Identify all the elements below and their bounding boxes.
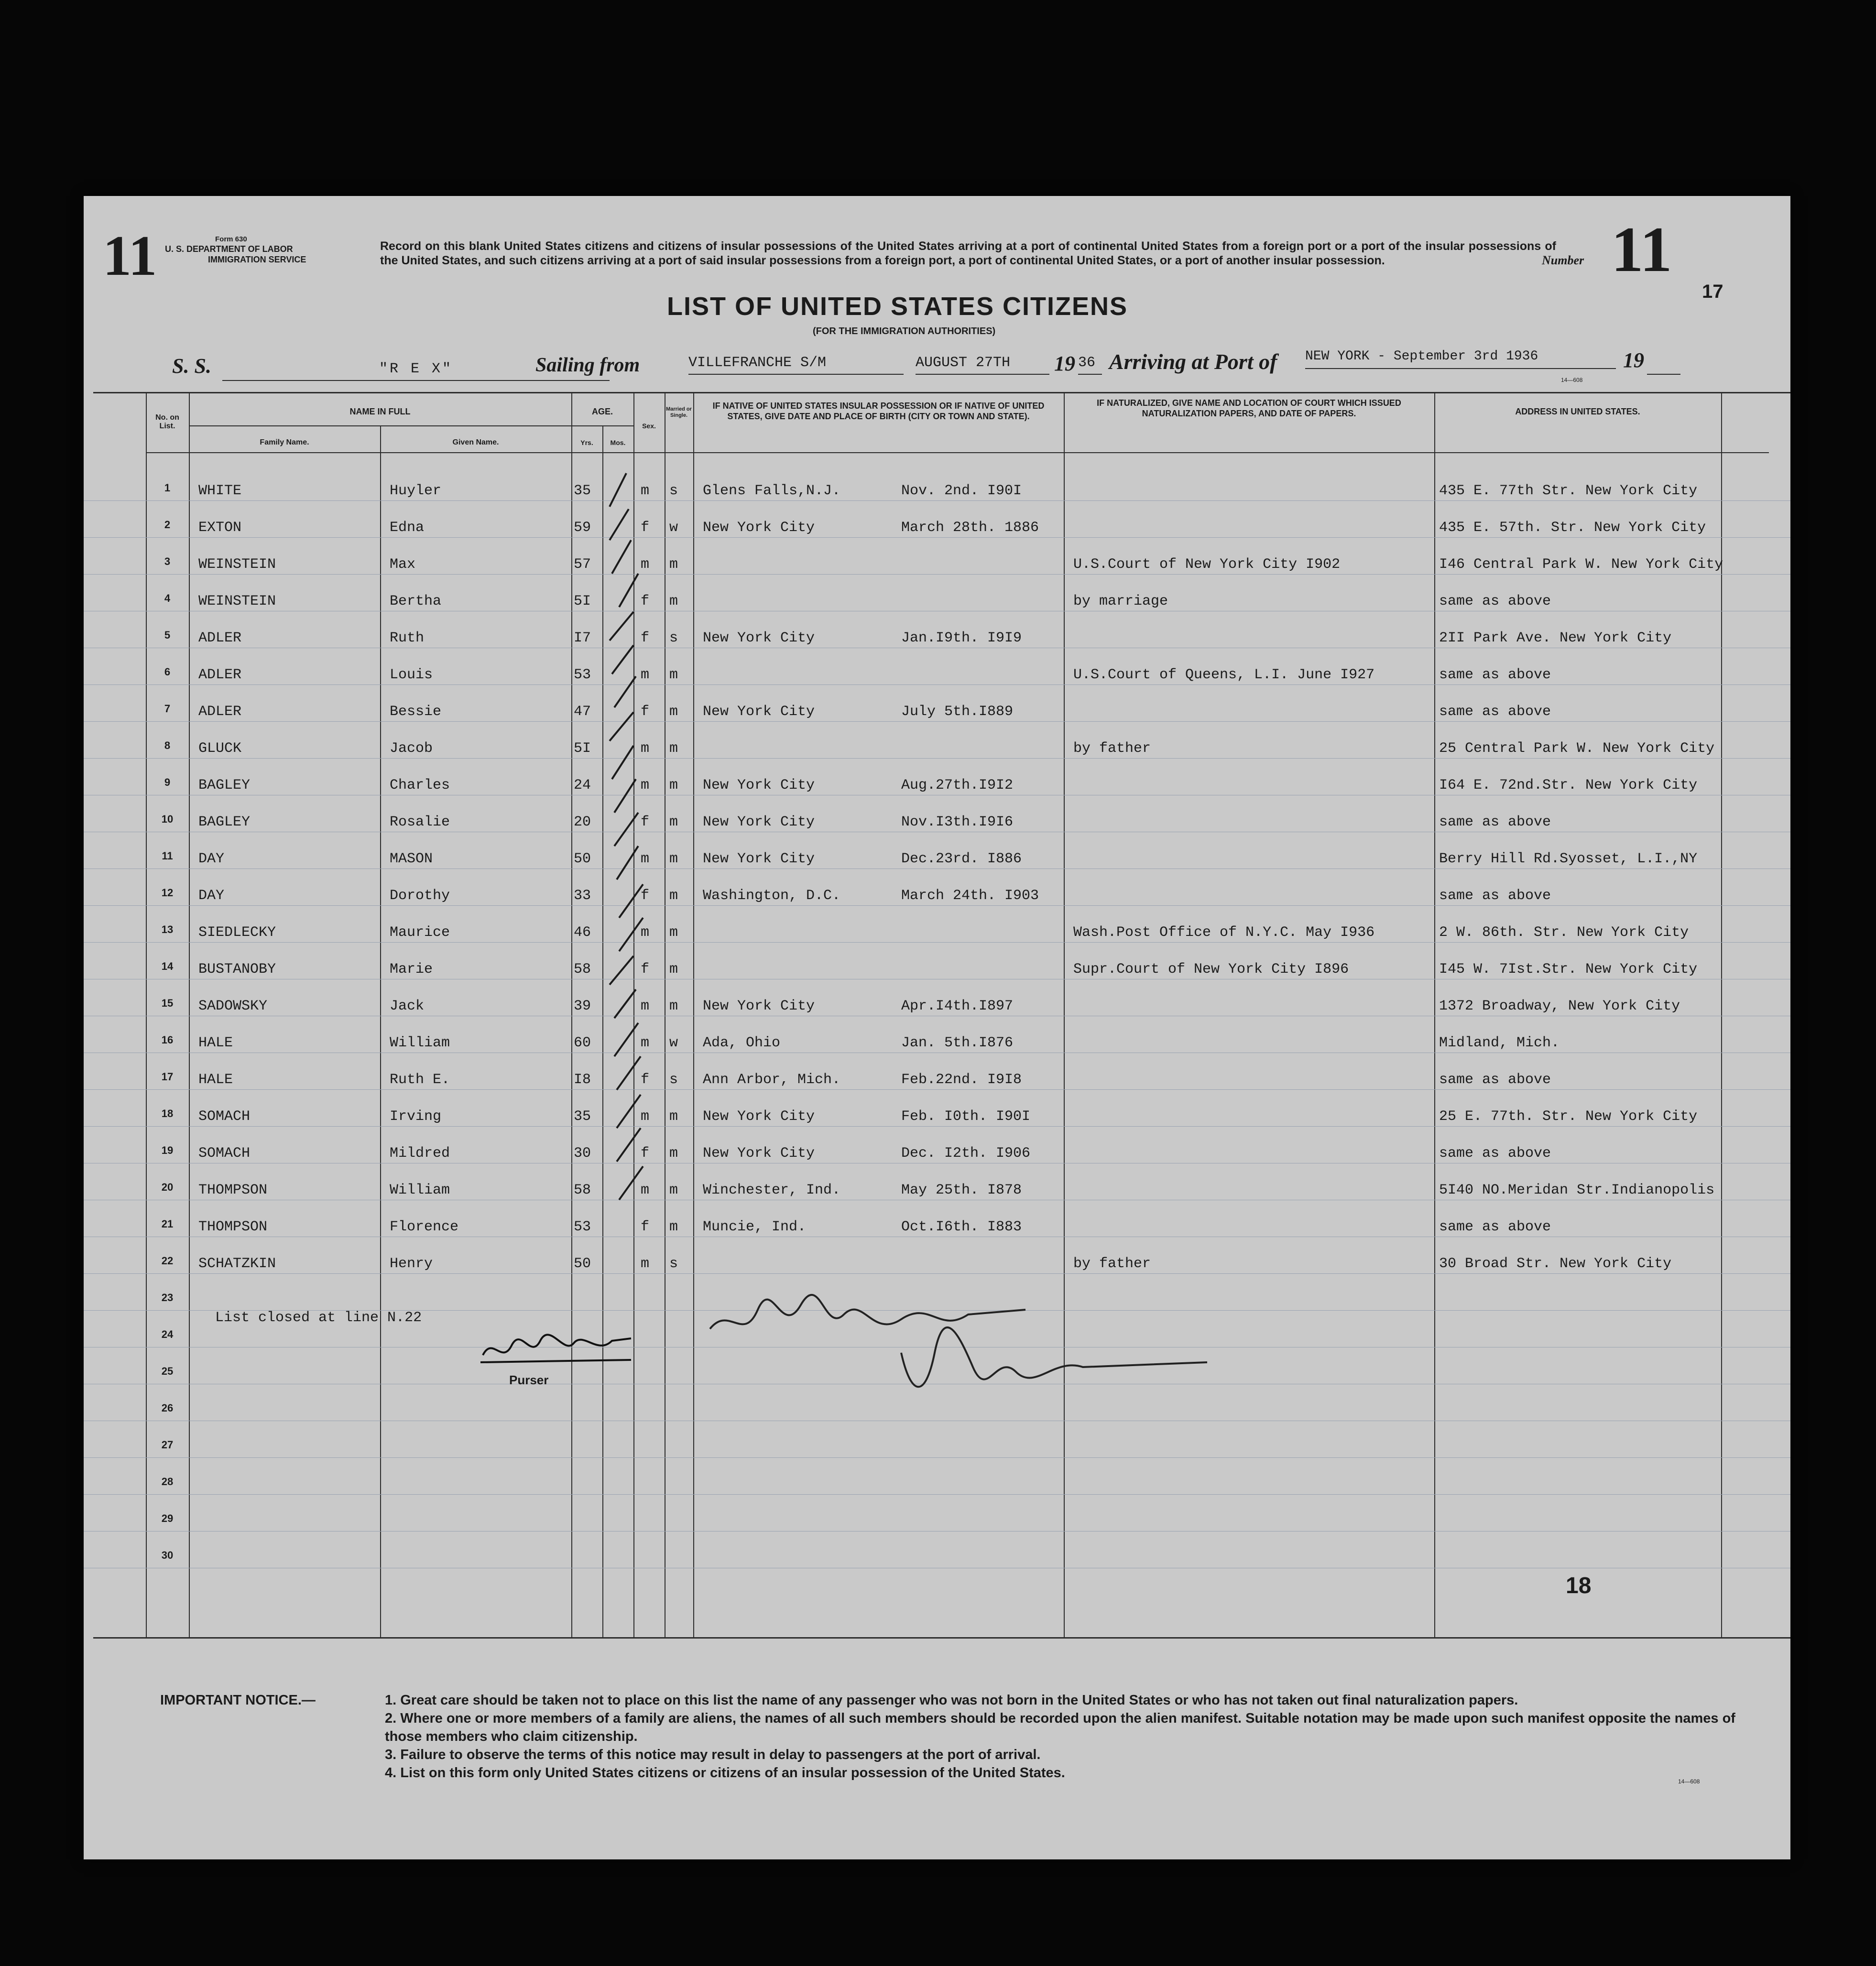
cell-ms: m: [669, 1219, 678, 1235]
ss-label: S. S.: [172, 354, 211, 378]
cell-place: New York City: [703, 630, 815, 646]
cell-given: Bessie: [390, 704, 442, 720]
row-rule: [84, 1494, 1790, 1495]
year-suffix: 36: [1078, 355, 1102, 375]
header-birthplace: IF NATIVE OF UNITED STATES INSULAR POSSESSION OR IF NATIVE OF UNITED STATES, GIVE DATE AND PLACE OF BIRTH (CITY OR TOWN AND STATE).: [712, 401, 1045, 421]
cell-given: Mildred: [390, 1145, 450, 1162]
small-code: 14—608: [1561, 377, 1583, 383]
cell-sex: f: [641, 888, 650, 904]
cell-bdate: Nov.I3th.I9I6: [901, 814, 1014, 830]
cell-given: MASON: [390, 851, 433, 867]
cell-family: DAY: [198, 851, 225, 867]
cell-yrs: 33: [574, 888, 591, 904]
cell-sex: m: [641, 1182, 650, 1198]
cell-sex: f: [641, 704, 650, 720]
list-number-left: 11: [103, 224, 157, 287]
list-closed-note: List closed at line N.22: [215, 1310, 422, 1326]
cell-addr: same as above: [1439, 667, 1551, 683]
cell-addr: 25 Central Park W. New York City: [1439, 740, 1715, 757]
row-rule: [84, 721, 1790, 722]
row-rule: [84, 758, 1790, 759]
cell-sex: f: [641, 1219, 650, 1235]
cell-addr: same as above: [1439, 814, 1551, 830]
cell-place: Ada, Ohio: [703, 1035, 781, 1051]
cell-ms: s: [669, 483, 678, 499]
cell-bdate: Oct.I6th. I883: [901, 1219, 1022, 1235]
cell-yrs: 35: [574, 483, 591, 499]
row-number: 5: [164, 629, 171, 641]
row-rule: [84, 1457, 1790, 1458]
cell-sex: f: [641, 520, 650, 536]
cell-given: Jack: [390, 998, 425, 1014]
sheet-number: 17: [1702, 281, 1723, 302]
manifest-sheet: [84, 196, 1790, 1859]
cell-yrs: 57: [574, 556, 591, 573]
cell-yrs: I8: [574, 1072, 591, 1088]
cell-place: New York City: [703, 998, 815, 1014]
cell-sex: m: [641, 1256, 650, 1272]
cell-addr: I45 W. 7Ist.Str. New York City: [1439, 961, 1698, 978]
cell-sex: f: [641, 961, 650, 978]
cell-ms: m: [669, 704, 678, 720]
stamp-number: 18: [1566, 1573, 1592, 1598]
row-number: 18: [161, 1108, 174, 1119]
important-notice: [160, 1691, 1767, 1782]
cell-family: ADLER: [198, 704, 242, 720]
cell-addr: 25 E. 77th. Str. New York City: [1439, 1108, 1698, 1125]
row-rule: [84, 1126, 1790, 1127]
cell-given: Irving: [390, 1108, 442, 1125]
cell-addr: same as above: [1439, 704, 1551, 720]
row-number: 4: [164, 592, 171, 604]
cell-place: Muncie, Ind.: [703, 1219, 807, 1235]
list-number-right: 11: [1611, 214, 1672, 285]
cell-bdate: Dec. I2th. I906: [901, 1145, 1031, 1162]
cell-family: ADLER: [198, 667, 242, 683]
cell-given: Louis: [390, 667, 433, 683]
row-number: 21: [161, 1218, 174, 1230]
cell-addr: Midland, Mich.: [1439, 1035, 1560, 1051]
row-number: 26: [161, 1402, 174, 1414]
cell-yrs: 53: [574, 1219, 591, 1235]
cell-yrs: 58: [574, 961, 591, 978]
cell-family: SIEDLECKY: [198, 924, 276, 941]
cell-given: Maurice: [390, 924, 450, 941]
row-number: 24: [161, 1328, 174, 1340]
cell-ms: m: [669, 998, 678, 1014]
notice-item: 1. Great care should be taken not to place on this list the name of any passenger who was not born in the United States or who has not taken out final naturalization papers.: [385, 1693, 1518, 1708]
cell-bdate: Dec.23rd. I886: [901, 851, 1022, 867]
cell-yrs: 20: [574, 814, 591, 830]
cell-given: Marie: [390, 961, 433, 978]
cell-given: Huyler: [390, 483, 442, 499]
cell-ms: m: [669, 924, 678, 941]
row-number: 8: [164, 739, 171, 751]
cell-sex: f: [641, 1145, 650, 1162]
cell-addr: same as above: [1439, 888, 1551, 904]
header-married: Married or Single.: [666, 406, 692, 418]
row-number: 7: [164, 703, 171, 715]
cell-ms: m: [669, 667, 678, 683]
cell-place: Winchester, Ind.: [703, 1182, 841, 1198]
cell-family: SOMACH: [198, 1108, 251, 1125]
cell-sex: m: [641, 483, 650, 499]
row-number: 14: [161, 960, 174, 972]
row-number: 29: [161, 1512, 174, 1524]
form-label: Form 630: [215, 235, 247, 243]
cell-ms: m: [669, 814, 678, 830]
cell-addr: 435 E. 57th. Str. New York City: [1439, 520, 1706, 536]
cell-ms: s: [669, 1256, 678, 1272]
cell-sex: m: [641, 740, 650, 757]
ship-name: "R E X": [222, 361, 610, 381]
cell-family: DAY: [198, 888, 225, 904]
sailing-from: VILLEFRANCHE S/M: [688, 355, 904, 375]
cell-sex: m: [641, 1035, 650, 1051]
column-divider: [146, 392, 147, 1637]
cell-sex: m: [641, 777, 650, 793]
cell-ms: m: [669, 556, 678, 573]
cell-sex: m: [641, 1108, 650, 1125]
cell-family: ADLER: [198, 630, 242, 646]
cell-yrs: 50: [574, 1256, 591, 1272]
cell-family: BUSTANOBY: [198, 961, 276, 978]
header-name-in-full: NAME IN FULL: [349, 407, 411, 416]
age-check-marks: [600, 464, 657, 1334]
cell-place: New York City: [703, 520, 815, 536]
cell-place: New York City: [703, 1108, 815, 1125]
cell-yrs: 30: [574, 1145, 591, 1162]
cell-addr: 2II Park Ave. New York City: [1439, 630, 1672, 646]
cell-ms: m: [669, 1145, 678, 1162]
cell-ms: m: [669, 888, 678, 904]
end-year-blank: [1647, 355, 1680, 375]
row-number: 2: [164, 519, 171, 531]
cell-yrs: 5I: [574, 740, 591, 757]
cell-family: SADOWSKY: [198, 998, 268, 1014]
cell-bdate: Feb. I0th. I90I: [901, 1108, 1031, 1125]
cell-sex: m: [641, 667, 650, 683]
notice-item: 2. Where one or more members of a family are aliens, the names of all such members should be recorded upon the alien manifest. Suitable notation may be made upon such manifest opposite the names of those members who claim citizenship.: [385, 1711, 1735, 1744]
cell-nat: Supr.Court of New York City I896: [1073, 961, 1349, 978]
page-subtitle: (FOR THE IMMIGRATION AUTHORITIES): [813, 326, 996, 337]
cell-nat: by marriage: [1073, 593, 1168, 609]
header-bottom-border: [146, 452, 1769, 453]
row-rule: [84, 905, 1790, 906]
cell-given: Edna: [390, 520, 425, 536]
footer-code: 14—608: [1678, 1778, 1700, 1785]
cell-family: HALE: [198, 1072, 233, 1088]
cell-addr: 30 Broad Str. New York City: [1439, 1256, 1672, 1272]
cell-bdate: Jan.I9th. I9I9: [901, 630, 1022, 646]
cell-ms: s: [669, 1072, 678, 1088]
header-naturalized: IF NATURALIZED, GIVE NAME AND LOCATION OF COURT WHICH ISSUED NATURALIZATION PAPERS, AND DATE OF PAPERS.: [1097, 398, 1401, 418]
cell-family: WEINSTEIN: [198, 556, 276, 573]
cell-place: New York City: [703, 814, 815, 830]
row-number: 6: [164, 666, 171, 678]
header-given-name: Given Name.: [452, 438, 499, 446]
department-label: U. S. DEPARTMENT OF LABOR: [165, 244, 293, 254]
row-number: 25: [161, 1365, 174, 1377]
cell-family: WEINSTEIN: [198, 593, 276, 609]
cell-given: Henry: [390, 1256, 433, 1272]
column-divider: [1064, 392, 1065, 1637]
row-rule: [84, 537, 1790, 538]
cell-addr: 1372 Broadway, New York City: [1439, 998, 1680, 1014]
cell-yrs: 50: [574, 851, 591, 867]
cell-addr: same as above: [1439, 1219, 1551, 1235]
row-number: 9: [164, 776, 171, 788]
cell-given: Max: [390, 556, 416, 573]
cell-given: Ruth: [390, 630, 425, 646]
row-number: 15: [161, 997, 174, 1009]
cell-ms: m: [669, 740, 678, 757]
cell-nat: by father: [1073, 740, 1151, 757]
cell-ms: m: [669, 1108, 678, 1125]
service-label: IMMIGRATION SERVICE: [208, 255, 306, 264]
cell-nat: Wash.Post Office of N.Y.C. May I936: [1073, 924, 1375, 941]
column-divider: [1434, 392, 1435, 1637]
cell-family: THOMPSON: [198, 1219, 268, 1235]
cell-nat: by father: [1073, 1256, 1151, 1272]
column-divider: [571, 392, 572, 1637]
cell-yrs: 5I: [574, 593, 591, 609]
row-number: 1: [164, 482, 171, 494]
cell-place: Ann Arbor, Mich.: [703, 1072, 841, 1088]
sailing-date: AUGUST 27TH: [916, 355, 1049, 375]
cell-given: Florence: [390, 1219, 459, 1235]
cell-addr: Berry Hill Rd.Syosset, L.I.,NY: [1439, 851, 1698, 867]
cell-given: William: [390, 1035, 450, 1051]
row-number: 30: [161, 1549, 174, 1561]
row-number: 13: [161, 923, 174, 935]
cell-bdate: Apr.I4th.I897: [901, 998, 1014, 1014]
cell-sex: m: [641, 998, 650, 1014]
header-sex: Sex.: [642, 422, 656, 430]
cell-sex: m: [641, 851, 650, 867]
column-divider: [189, 392, 190, 1637]
cell-family: WHITE: [198, 483, 242, 499]
row-number: 3: [164, 555, 171, 567]
cell-addr: same as above: [1439, 1145, 1551, 1162]
notice-item: 4. List on this form only United States citizens or citizens of an insular possession of the United States.: [385, 1765, 1065, 1781]
cell-ms: s: [669, 630, 678, 646]
row-rule: [84, 684, 1790, 685]
notice-item: 3. Failure to observe the terms of this notice may result in delay to passengers at the port of arrival.: [385, 1747, 1041, 1762]
cell-given: Dorothy: [390, 888, 450, 904]
cell-given: William: [390, 1182, 450, 1198]
cell-addr: 435 E. 77th Str. New York City: [1439, 483, 1698, 499]
cell-yrs: 59: [574, 520, 591, 536]
cell-addr: I46 Central Park W. New York City: [1439, 556, 1723, 573]
purser-signature: [473, 1326, 641, 1372]
cell-yrs: 60: [574, 1035, 591, 1051]
cell-given: Charles: [390, 777, 450, 793]
number-label: Number: [1542, 253, 1584, 267]
cell-yrs: 39: [574, 998, 591, 1014]
cell-nat: U.S.Court of New York City I902: [1073, 556, 1341, 573]
row-number: 20: [161, 1181, 174, 1193]
cell-place: New York City: [703, 777, 815, 793]
header-yrs: Yrs.: [580, 439, 593, 446]
row-rule: [84, 500, 1790, 501]
row-number: 16: [161, 1034, 174, 1046]
row-number: 19: [161, 1144, 174, 1156]
row-number: 28: [161, 1476, 174, 1488]
cell-family: HALE: [198, 1035, 233, 1051]
cell-ms: w: [669, 520, 678, 536]
arriving-label: Arriving at Port of: [1109, 349, 1277, 374]
header-address: ADDRESS IN UNITED STATES.: [1515, 407, 1640, 416]
row-number: 11: [162, 850, 173, 862]
cell-ms: m: [669, 1182, 678, 1198]
cell-family: BAGLEY: [198, 777, 251, 793]
cell-family: EXTON: [198, 520, 242, 536]
cell-family: SCHATZKIN: [198, 1256, 276, 1272]
cell-sex: m: [641, 924, 650, 941]
column-divider: [693, 392, 694, 1637]
cell-place: New York City: [703, 851, 815, 867]
cell-bdate: March 24th. I903: [901, 888, 1039, 904]
cell-family: SOMACH: [198, 1145, 251, 1162]
header-mos: Mos.: [610, 439, 626, 446]
table-top-border: [93, 392, 1790, 393]
row-number: 12: [161, 887, 174, 899]
cell-bdate: Nov. 2nd. I90I: [901, 483, 1022, 499]
cell-ms: m: [669, 593, 678, 609]
cell-bdate: Feb.22nd. I9I8: [901, 1072, 1022, 1088]
cell-yrs: I7: [574, 630, 591, 646]
cell-sex: f: [641, 814, 650, 830]
cell-bdate: Aug.27th.I9I2: [901, 777, 1014, 793]
cell-bdate: May 25th. I878: [901, 1182, 1022, 1198]
row-rule: [84, 574, 1790, 575]
cell-addr: 5I40 NO.Meridan Str.Indianopolis: [1439, 1182, 1715, 1198]
row-number: 23: [161, 1292, 174, 1303]
notice-label: IMPORTANT NOTICE.—: [160, 1693, 316, 1708]
cell-place: Glens Falls,N.J.: [703, 483, 841, 499]
cell-yrs: 53: [574, 667, 591, 683]
year-prefix: 19: [1054, 352, 1075, 375]
cell-given: Bertha: [390, 593, 442, 609]
cell-family: GLUCK: [198, 740, 242, 757]
cell-ms: w: [669, 1035, 678, 1051]
cell-yrs: 35: [574, 1108, 591, 1125]
cell-ms: m: [669, 777, 678, 793]
cell-place: New York City: [703, 704, 815, 720]
cell-bdate: March 28th. 1886: [901, 520, 1039, 536]
cell-sex: f: [641, 1072, 650, 1088]
sailing-label: Sailing from: [535, 354, 640, 376]
cell-ms: m: [669, 851, 678, 867]
row-number: 17: [161, 1071, 174, 1083]
record-notice: Record on this blank United States citizens and citizens of insular possessions of the United States arriving at a port of continental United States from a foreign port or a port of the insular possessions of the United States, and such citizens arriving at a port of said insular possessions from a foreign port, a port of continental United States, or a port of another insular possession.: [380, 239, 1556, 267]
cell-family: BAGLEY: [198, 814, 251, 830]
page-title: LIST OF UNITED STATES CITIZENS: [667, 292, 1128, 321]
cell-given: Jacob: [390, 740, 433, 757]
cell-sex: m: [641, 556, 650, 573]
cell-addr: 2 W. 86th. Str. New York City: [1439, 924, 1689, 941]
header-no: No. on List.: [155, 413, 179, 430]
cell-addr: same as above: [1439, 593, 1551, 609]
cell-yrs: 47: [574, 704, 591, 720]
cell-yrs: 46: [574, 924, 591, 941]
cell-given: Rosalie: [390, 814, 450, 830]
row-rule: [84, 1531, 1790, 1532]
end-year-prefix: 19: [1623, 348, 1644, 372]
cell-addr: same as above: [1439, 1072, 1551, 1088]
cell-yrs: 24: [574, 777, 591, 793]
header-family-name: Family Name.: [260, 438, 309, 446]
cell-ms: m: [669, 961, 678, 978]
cell-given: Ruth E.: [390, 1072, 450, 1088]
column-divider: [1721, 392, 1722, 1637]
cell-yrs: 58: [574, 1182, 591, 1198]
cell-place: Washington, D.C.: [703, 888, 841, 904]
arriving-port: NEW YORK - September 3rd 1936: [1305, 349, 1616, 369]
cell-sex: f: [641, 630, 650, 646]
column-divider: [380, 425, 381, 1637]
row-number: 10: [161, 813, 174, 825]
cell-nat: U.S.Court of Queens, L.I. June I927: [1073, 667, 1375, 683]
header-age: AGE.: [591, 407, 613, 416]
cell-bdate: Jan. 5th.I876: [901, 1035, 1014, 1051]
row-number: 27: [161, 1439, 174, 1451]
cell-bdate: July 5th.I889: [901, 704, 1014, 720]
cell-sex: f: [641, 593, 650, 609]
row-rule: [84, 1273, 1790, 1274]
row-rule: [84, 942, 1790, 943]
table-bottom-border: [93, 1637, 1790, 1639]
cell-place: New York City: [703, 1145, 815, 1162]
cell-addr: I64 E. 72nd.Str. New York City: [1439, 777, 1698, 793]
cell-family: THOMPSON: [198, 1182, 268, 1198]
row-rule: [84, 1089, 1790, 1090]
purser-label: Purser: [509, 1373, 549, 1387]
officer-signature: [700, 1276, 1226, 1405]
row-number: 22: [161, 1255, 174, 1267]
